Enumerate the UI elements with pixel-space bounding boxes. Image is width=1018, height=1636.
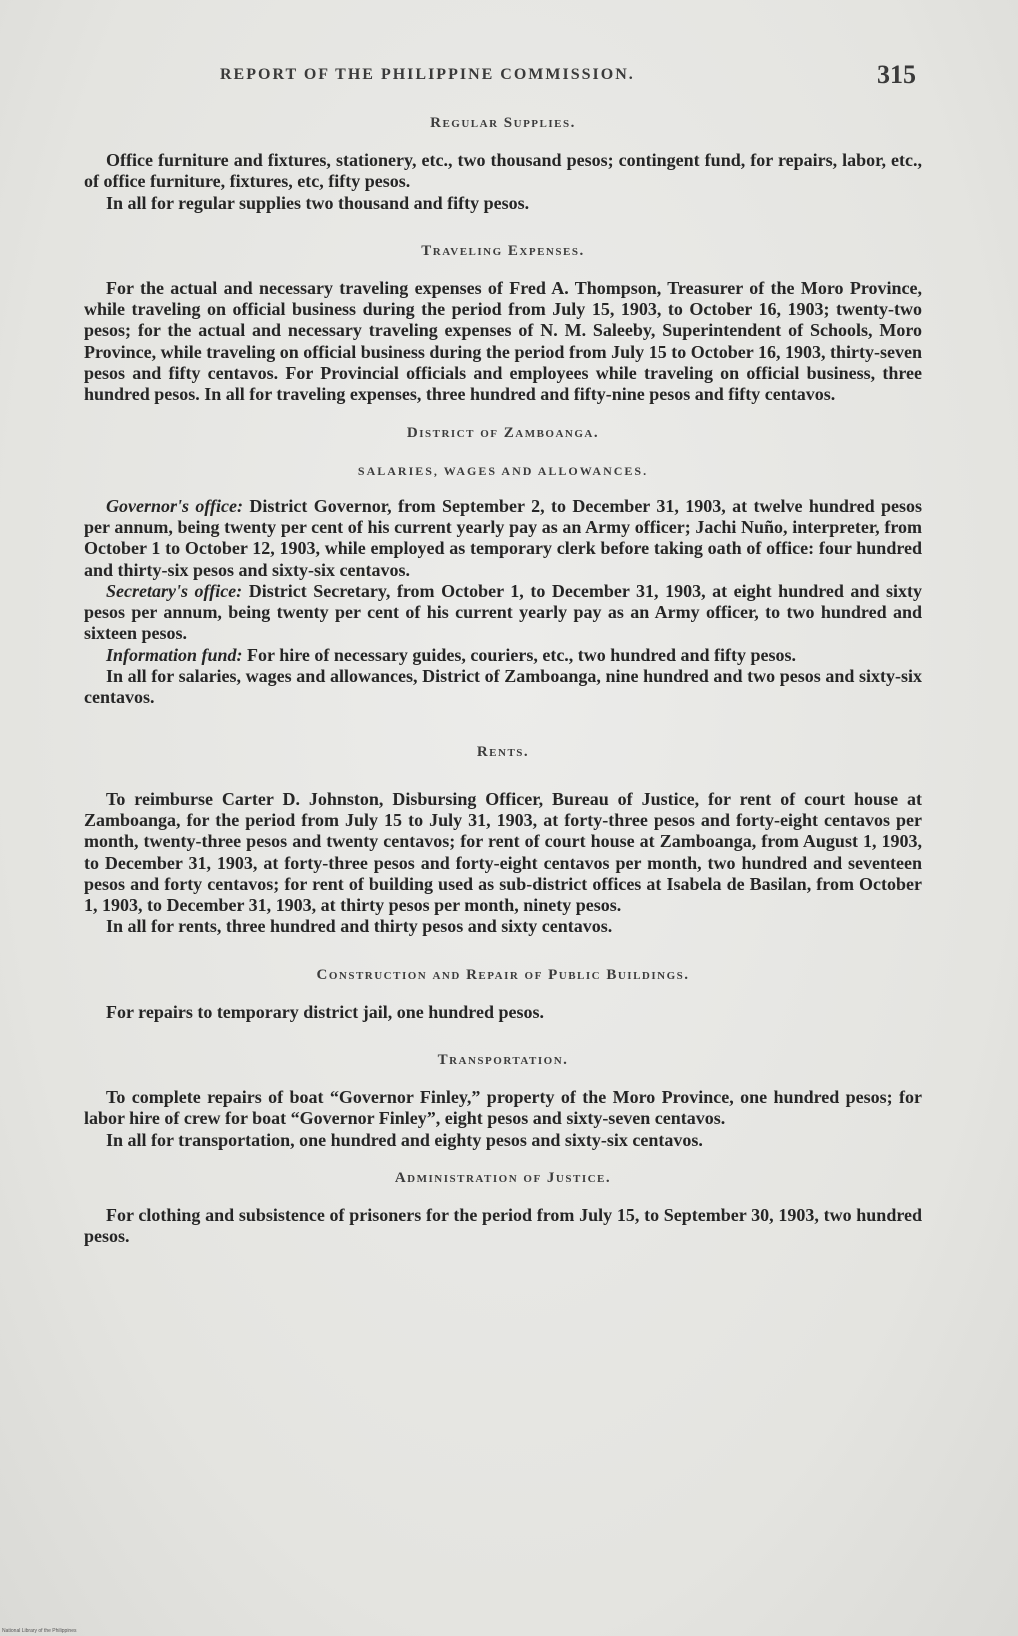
secretary-office-paragraph <box>84 581 922 645</box>
heading-transportation: Transportation. <box>437 1052 569 1069</box>
running-head <box>220 60 920 92</box>
page-number: 315 <box>877 60 916 89</box>
heading-rents: Rents. <box>476 743 530 760</box>
page-body <box>84 110 922 1248</box>
rents-total: In all for rents, three hundred and thirty pesos and sixty centavos. <box>106 916 613 937</box>
transportation-total: In all for transportation, one hundred and eighty pesos and sixty-six centavos. <box>106 1129 703 1150</box>
heading-administration-of-justice: Administration of Justice. <box>394 1169 612 1186</box>
secretary-office-text: District Secretary, from October 1, to December 31, 1903, at eight hundred and sixty pesos per annum, being twenty per cent of his current yearly pay as an Army officer, to two hundred and sixteen pesos. <box>84 580 922 644</box>
justice-paragraph: For clothing and subsistence of prisoners for the period from July 15, to September 30, 1903, two hundred pesos. <box>84 1204 922 1247</box>
subheading-salaries: SALARIES, WAGES AND ALLOWANCES. <box>357 463 649 478</box>
district-total-paragraph: In all for salaries, wages and allowances, District of Zamboanga, nine hundred and two pesos and sixty-six centavos. <box>84 666 922 708</box>
construction-paragraph: For repairs to temporary district jail, one hundred pesos. <box>106 1001 544 1022</box>
heading-construction: Construction and Repair of Public Buildings. <box>316 966 690 983</box>
scan-credit: National Library of the Philippines <box>2 1628 77 1634</box>
governor-office-paragraph <box>84 496 922 581</box>
rents-paragraph: To reimburse Carter D. Johnston, Disbursing Officer, Bureau of Justice, for rent of court house at Zamboanga, for the period from July 15 to July 31, 1903, at forty-three pesos and forty-eight centavos per month, twenty-three pesos and twenty centavos; for rent of court house at Zamboanga, from August 1, 1903, to December 31, 1903, at forty-three pesos and forty-eight centavos per month, two hundred and seventeen pesos and forty centavos; for rent of building used as sub-district offices at Isabela de Basilan, from October 1, 1903, to December 31, 1903, at thirty pesos per month, ninety pesos. <box>84 788 922 916</box>
regular-supplies-total: In all for regular supplies two thousand and fifty pesos. <box>106 192 530 213</box>
governor-office-text: District Governor, from September 2, to December 31, 1903, at twelve hundred pesos per annum, being twenty per cent of his current yearly pay as an Army officer; Jachi Nuño, interpreter, from October 1 to October 12, 1903, while employed as temporary clerk before taking oath of office: four hundred and thirty-six pesos and sixty-six centavos. <box>84 495 922 580</box>
regular-supplies-paragraph: Office furniture and fixtures, stationery, etc., two thousand pesos; contingent fund, for repairs, labor, etc., of office furniture, fixtures, etc, fifty pesos. <box>84 150 922 192</box>
governor-office-lead: Governor's office: <box>106 495 244 516</box>
traveling-expenses-paragraph: For the actual and necessary traveling expenses of Fred A. Thompson, Treasurer of the Moro Province, while traveling on official business during the period from July 15, 1903, to October 16, 1903; twenty-two pesos; for the actual and necessary traveling expenses of N. M. Saleeby, Superintendent of Schools, Moro Province, while traveling on official business during the period from July 15 to October 16, 1903, thirty-seven pesos and fifty centavos. For Provincial officials and employees while traveling on official business, three hundred pesos. In all for traveling expenses, three hundred and fifty-nine pesos and fifty centavos. <box>84 277 922 405</box>
running-title: REPORT OF THE PHILIPPINE COMMISSION. <box>220 66 635 83</box>
heading-traveling-expenses: Traveling Expenses. <box>421 242 585 259</box>
secretary-office-lead: Secretary's office: <box>106 580 243 601</box>
information-fund-paragraph <box>84 645 922 666</box>
information-fund-lead: Information fund: <box>106 644 243 665</box>
heading-regular-supplies: Regular Supplies. <box>430 115 576 131</box>
transportation-paragraph: To complete repairs of boat “Governor Finley,” property of the Moro Province, one hundred pesos; for labor hire of crew for boat “Governor Finley”, eight pesos and sixty-seven centavos. <box>84 1087 922 1129</box>
information-fund-text: For hire of necessary guides, couriers, etc., two hundred and fifty pesos. <box>242 644 797 665</box>
heading-district-zamboanga: District of Zamboanga. <box>406 424 600 441</box>
